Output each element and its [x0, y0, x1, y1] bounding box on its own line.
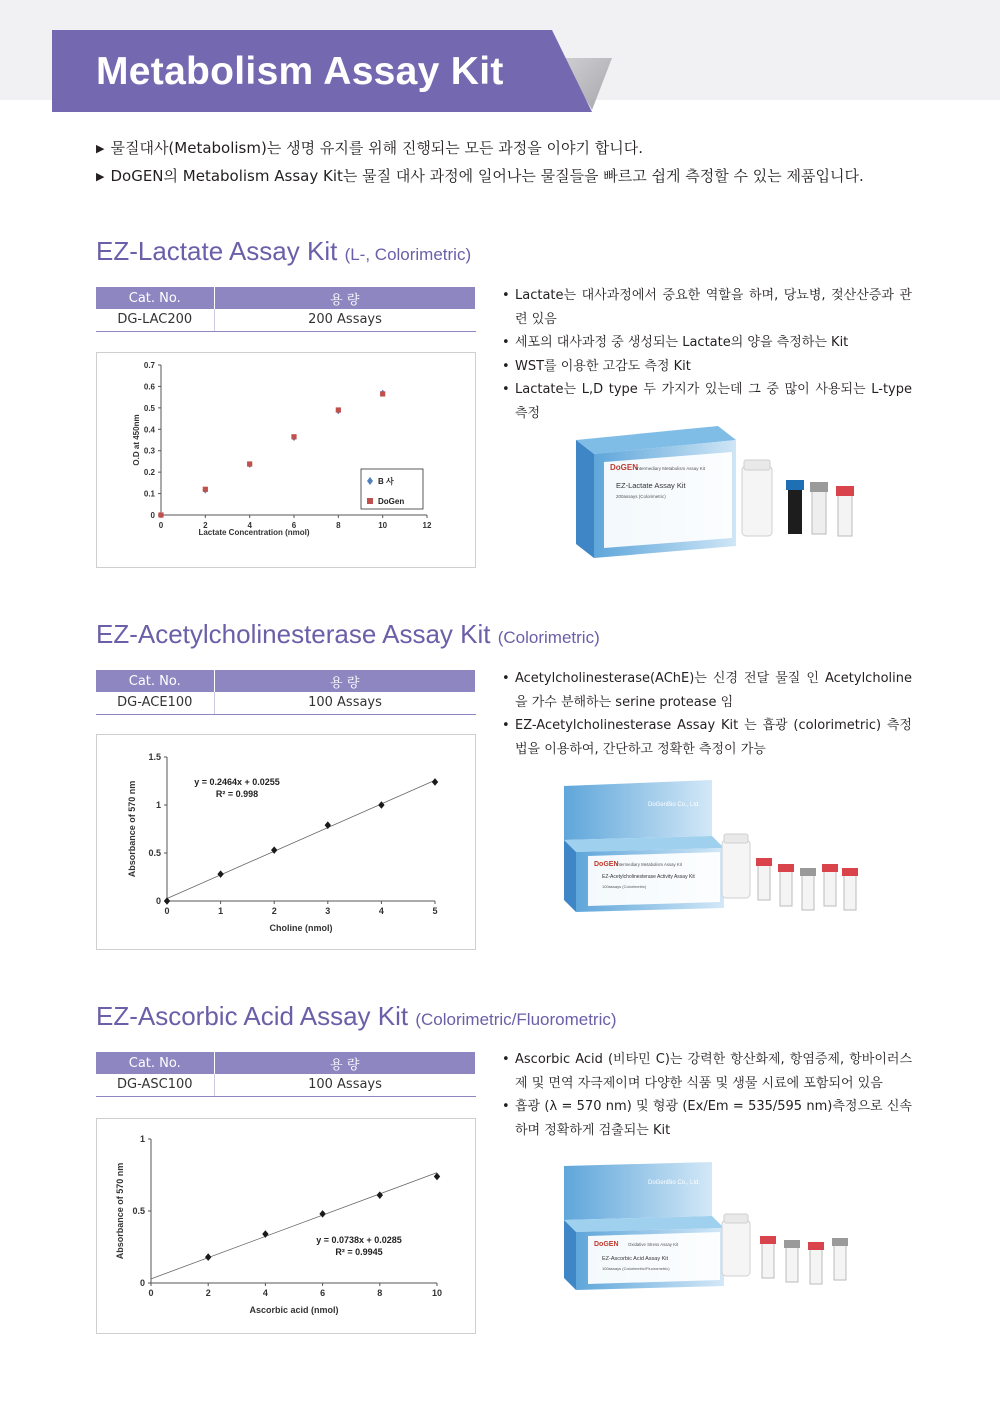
y-tick-label: 0.3: [143, 446, 155, 456]
product-image-ache: [552, 778, 862, 928]
bullets-lactate: [502, 284, 912, 425]
x-tick-label: 3: [325, 906, 331, 916]
x-tick-label: 4: [247, 521, 252, 530]
y-axis-label: O.D at 450nm: [132, 414, 141, 466]
y-axis-label: Absorbance of 570 nm: [127, 780, 137, 878]
table-header-capacity: 용 량: [214, 287, 476, 309]
product-brand: DoGEN: [594, 1241, 619, 1248]
intro-line-2: ▶ DoGEN의 Metabolism Assay Kit는 물질 대사 과정에 일어나는 물질들을 빠르고 쉽게 측정할 수 있는 제품입니다.: [96, 167, 864, 185]
chart-ascorbic: [96, 1118, 476, 1334]
bullet-item: • Lactate는 대사과정에서 중요한 역할을 하며, 당뇨병, 젖산산증과 관련 있음: [502, 284, 912, 331]
legend-label: B 사: [378, 477, 394, 486]
capacity-cell: 100 Assays: [214, 692, 476, 714]
capacity-cell: 100 Assays: [214, 1074, 476, 1096]
trendline: [151, 1173, 437, 1279]
chart-lactate: [96, 352, 476, 568]
x-tick-label: 4: [378, 906, 384, 916]
product-image-ascorbic: [552, 1160, 852, 1300]
table-header-capacity: 용 량: [214, 670, 476, 692]
data-point: [377, 1191, 383, 1199]
product-series: Oxidative Stress Assay Kit: [628, 1242, 679, 1247]
capacity-cell: 200 Assays: [214, 309, 476, 331]
x-tick-label: 0: [164, 906, 170, 916]
product-brand: DoGEN: [610, 463, 638, 472]
box-lid-text: DoGenBio Co., Ltd.: [648, 1180, 701, 1186]
equation-label: y = 0.0738x + 0.0285: [316, 1235, 402, 1245]
product-series: Intermediary Metabolism Assay Kit: [616, 862, 682, 867]
data-point: [262, 1230, 268, 1238]
data-point: [325, 821, 331, 829]
y-tick-label: 0: [155, 896, 161, 906]
bullets-ascorbic: [502, 1048, 912, 1142]
triangle-bullet-icon: ▶: [96, 142, 105, 155]
data-point: [336, 407, 341, 412]
r-squared-label: R² = 0.998: [215, 789, 259, 799]
table-header-cat: Cat. No.: [96, 670, 214, 692]
cat-no-cell: DG-ASC100: [96, 1074, 214, 1096]
data-point: [203, 487, 208, 492]
bullets-ache: [502, 667, 912, 761]
y-tick-label: 0.6: [143, 382, 155, 392]
x-tick-label: 8: [336, 521, 341, 530]
bullet-item: • 흡광 (λ = 570 nm) 및 형광 (Ex/Em = 535/595 nm)측정으로 신속하며 정확하게 검출되는 Kit: [502, 1095, 912, 1142]
y-tick-label: 0.7: [143, 361, 155, 370]
data-point: [380, 391, 385, 396]
bullet-item: • 세포의 대사과정 중 생성되는 Lactate의 양을 측정하는 Kit: [502, 331, 912, 355]
y-tick-label: 1: [139, 1134, 145, 1144]
data-point: [291, 434, 296, 439]
catalog-table-ache: [96, 670, 476, 715]
bullet-item: • Lactate는 L,D type 두 가지가 있는데 그 중 많이 사용되는 L-type 측정: [502, 378, 912, 425]
x-tick-label: 0: [158, 521, 164, 530]
legend-label: DoGen: [378, 497, 405, 506]
bullet-item: • EZ-Acetylcholinesterase Assay Kit 는 흡광 (colorimetric) 측정법을 이용하여, 간단하고 정확한 측정이 가능: [502, 714, 912, 761]
bullet-item: • Acetylcholinesterase(AChE)는 신경 전달 물질 인 Acetylcholine을 가수 분해하는 serine protease 임: [502, 667, 912, 714]
intro-line-1: ▶ 물질대사(Metabolism)는 생명 유지를 위해 진행되는 모든 과정을 이야기 합니다.: [96, 139, 644, 157]
chart-ache: [96, 734, 476, 950]
product-image-lactate: [568, 418, 868, 568]
data-point: [205, 1253, 211, 1261]
product-assays: 100assays (Colorimetric/Fluorometric): [602, 1266, 670, 1271]
equation-label: y = 0.2464x + 0.0255: [194, 777, 280, 787]
x-tick-label: 6: [320, 1288, 326, 1298]
r-squared-label: R² = 0.9945: [335, 1247, 383, 1257]
x-tick-label: 0: [148, 1288, 154, 1298]
x-tick-label: 10: [431, 1288, 443, 1298]
lactate-chart-svg: [97, 353, 475, 567]
section-title-ache: EZ-Acetylcholinesterase Assay Kit (Colorimetric): [96, 619, 600, 649]
catalog-table-ascorbic: [96, 1052, 476, 1097]
product-assays: 200assays (Colorimetric): [616, 494, 666, 499]
y-tick-label: 0.5: [148, 848, 161, 858]
legend-marker: [367, 498, 373, 504]
product-brand: DoGEN: [594, 861, 619, 868]
x-tick-label: 10: [378, 521, 388, 530]
x-tick-label: 8: [377, 1288, 383, 1298]
y-axis-label: Absorbance of 570 nm: [115, 1162, 125, 1260]
y-tick-label: 0.5: [132, 1206, 145, 1216]
y-tick-label: 0.1: [143, 489, 155, 499]
product-name: EZ-Acetylcholinesterase Activity Assay Kit: [602, 874, 695, 880]
data-point: [378, 801, 384, 809]
y-tick-label: 0.5: [143, 403, 155, 413]
page-title: Metabolism Assay Kit: [96, 50, 504, 93]
product-assays: 100assays (Colorimetric): [602, 884, 647, 889]
data-point: [271, 846, 277, 854]
product-name: EZ-Lactate Assay Kit: [616, 481, 686, 490]
x-tick-label: 6: [291, 521, 297, 530]
x-tick-label: 2: [205, 1288, 211, 1298]
catalog-table-lactate: [96, 287, 476, 332]
table-header-capacity: 용 량: [214, 1052, 476, 1074]
product-series: Intermediary Metabolism Assay Kit: [636, 466, 706, 471]
bullet-item: • WST를 이용한 고감도 측정 Kit: [502, 355, 912, 379]
data-point: [164, 897, 170, 905]
y-tick-label: 0.2: [143, 468, 155, 478]
data-point: [158, 512, 163, 517]
x-tick-label: 1: [218, 906, 224, 916]
x-tick-label: 5: [432, 906, 438, 916]
data-point: [247, 461, 252, 466]
y-tick-label: 0: [139, 1278, 145, 1288]
section-title-lactate: EZ-Lactate Assay Kit (L-, Colorimetric): [96, 236, 472, 266]
y-tick-label: 0.4: [143, 425, 155, 435]
table-header-cat: Cat. No.: [96, 1052, 214, 1074]
ascorbic-chart-svg: [97, 1119, 475, 1333]
cat-no-cell: DG-ACE100: [96, 692, 214, 714]
x-tick-label: 12: [422, 521, 432, 530]
x-axis-label: Lactate Concentration (nmol): [198, 528, 310, 537]
y-tick-label: 1.5: [148, 752, 161, 762]
data-point: [319, 1210, 325, 1218]
ache-chart-svg: [97, 735, 475, 949]
cat-no-cell: DG-LAC200: [96, 309, 214, 331]
bullet-item: • Ascorbic Acid (비타민 C)는 강력한 항산화제, 항염증제, 항바이러스제 및 면역 자극제이며 다양한 식품 및 생물 시료에 포함되어 있음: [502, 1048, 912, 1095]
y-tick-label: 1: [155, 800, 161, 810]
data-point: [217, 870, 223, 878]
product-name: EZ-Ascorbic Acid Assay Kit: [602, 1256, 669, 1262]
x-axis-label: Choline (nmol): [269, 923, 333, 933]
x-tick-label: 4: [262, 1288, 268, 1298]
x-axis-label: Ascorbic acid (nmol): [249, 1305, 339, 1315]
y-tick-label: 0: [150, 511, 155, 520]
section-title-ascorbic: EZ-Ascorbic Acid Assay Kit (Colorimetric/Fluorometric): [96, 1001, 617, 1031]
data-point: [432, 778, 438, 786]
trendline: [167, 780, 435, 898]
box-lid-text: DoGenBio Co., Ltd.: [648, 802, 701, 808]
table-header-cat: Cat. No.: [96, 287, 214, 309]
x-tick-label: 2: [271, 906, 277, 916]
triangle-bullet-icon: ▶: [96, 170, 105, 183]
x-tick-label: 2: [203, 521, 208, 530]
